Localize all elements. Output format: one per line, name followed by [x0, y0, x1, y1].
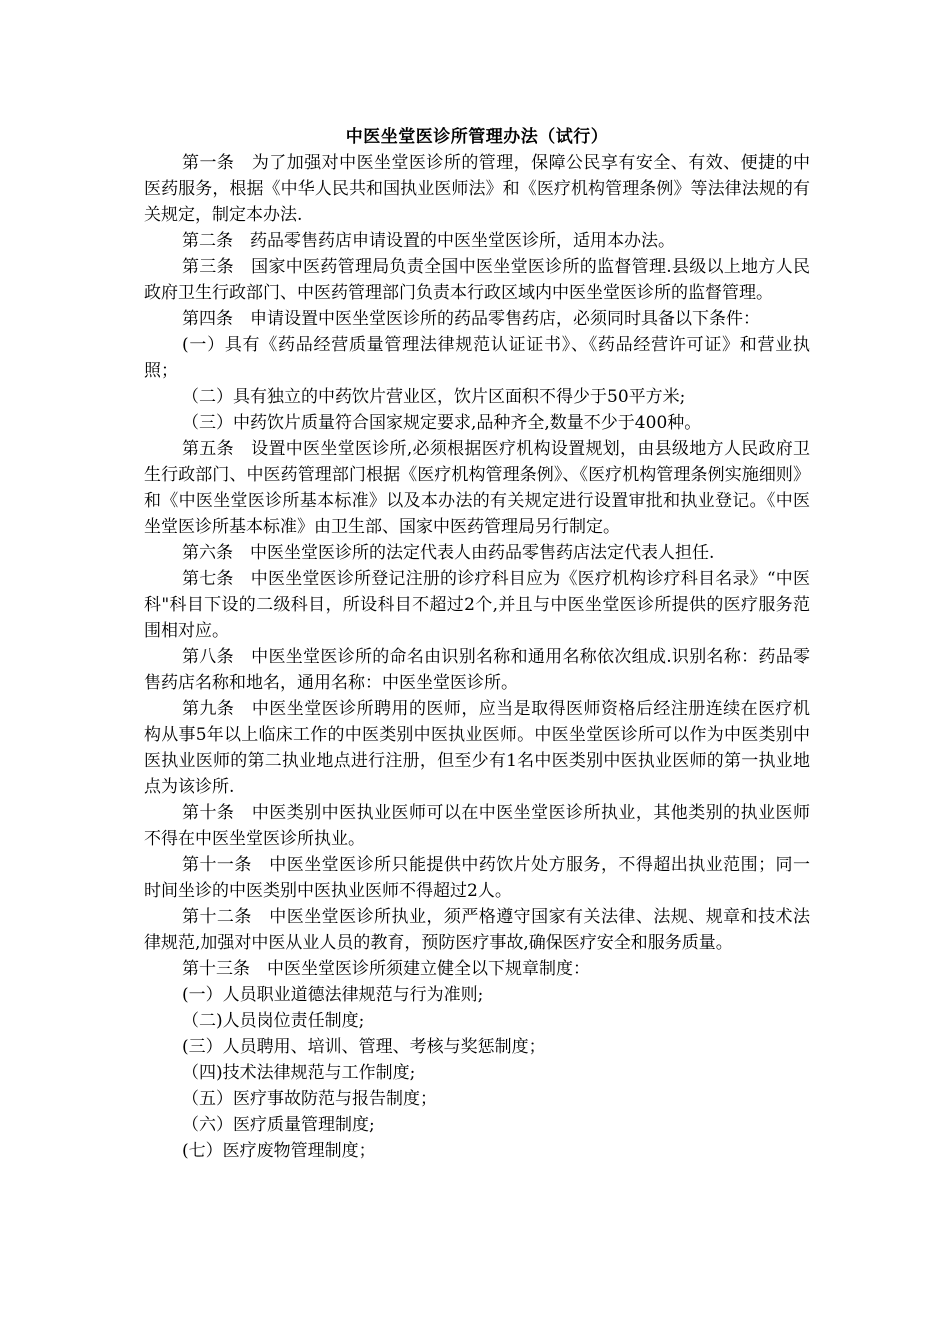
article-5: 第五条 设置中医坐堂医诊所,必须根据医疗机构设置规划，由县级地方人民政府卫生行政部门、中医药管理部门根据《医疗机构管理条例》、《医疗机构管理条例实施细则》和《中医坐堂医诊所基本标准》以及本办法的有关规定进行设置审批和执业登记。《中医坐堂医诊所基本标准》由卫生部、国家中医药管理局另行制定。 [144, 439, 810, 537]
article-8: 第八条 中医坐堂医诊所的命名由识别名称和通用名称依次组成.识别名称：药品零售药店名称和地名，通用名称：中医坐堂医诊所。 [144, 647, 810, 693]
article-13-item-6: （六）医疗质量管理制度; [182, 1115, 375, 1135]
article-13-item-2: （二)人员岗位责任制度; [182, 1011, 365, 1031]
article-11: 第十一条 中医坐堂医诊所只能提供中药饮片处方服务，不得超出执业范围；同一时间坐诊的中医类别中医执业医师不得超过2人。 [144, 855, 810, 901]
article-7: 第七条 中医坐堂医诊所登记注册的诊疗科目应为《医疗机构诊疗科目名录》“中医科"科目下设的二级科目，所设科目不超过2个,并且与中医坐堂医诊所提供的医疗服务范围相对应。 [144, 569, 810, 641]
article-2: 第二条 药品零售药店申请设置的中医坐堂医诊所，适用本办法。 [182, 231, 675, 251]
article-9: 第九条 中医坐堂医诊所聘用的医师，应当是取得医师资格后经注册连续在医疗机构从事5年以上临床工作的中医类别中医执业医师。中医坐堂医诊所可以作为中医类别中医执业医师的第二执业地点进行注册，但至少有1名中医类别中医执业医师的第一执业地点为该诊所. [144, 699, 810, 797]
article-13-item-7: (七）医疗废物管理制度； [182, 1141, 376, 1161]
article-4-item-1: (一）具有《药品经营质量管理法律规范认证证书》、《药品经营许可证》和营业执照； [144, 335, 810, 381]
article-13-item-3: (三）人员聘用、培训、管理、考核与奖惩制度； [182, 1037, 546, 1057]
article-13: 第十三条 中医坐堂医诊所须建立健全以下规章制度： [182, 959, 590, 979]
document-title: 中医坐堂医诊所管理办法（试行） [345, 127, 609, 147]
article-4-item-3: （三）中药饮片质量符合国家规定要求,品种齐全,数量不少于400种。 [182, 413, 702, 433]
article-3: 第三条 国家中医药管理局负责全国中医坐堂医诊所的监督管理.县级以上地方人民政府卫生行政部门、中医药管理部门负责本行政区域内中医坐堂医诊所的监督管理。 [144, 257, 810, 303]
article-1: 第一条 为了加强对中医坐堂医诊所的管理，保障公民享有安全、有效、便捷的中医药服务，根据《中华人民共和国执业医师法》和《医疗机构管理条例》等法律法规的有关规定，制定本办法. [144, 153, 810, 225]
article-6: 第六条 中医坐堂医诊所的法定代表人由药品零售药店法定代表人担任. [182, 543, 715, 563]
document-page [144, 124, 810, 1164]
article-13-item-1: (一）人员职业道德法律规范与行为准则; [182, 985, 484, 1005]
article-13-item-5: （五）医疗事故防范与报告制度； [182, 1089, 437, 1109]
article-4: 第四条 申请设置中医坐堂医诊所的药品零售药店，必须同时具备以下条件： [182, 309, 760, 329]
article-4-item-2: （二）具有独立的中药饮片营业区，饮片区面积不得少于50平方米; [182, 387, 686, 407]
article-10: 第十条 中医类别中医执业医师可以在中医坐堂医诊所执业，其他类别的执业医师不得在中医坐堂医诊所执业。 [144, 803, 810, 849]
article-13-item-4: （四)技术法律规范与工作制度; [182, 1063, 416, 1083]
article-12: 第十二条 中医坐堂医诊所执业，须严格遵守国家有关法律、法规、规章和技术法律规范,加强对中医从业人员的教育，预防医疗事故,确保医疗安全和服务质量。 [144, 907, 810, 953]
